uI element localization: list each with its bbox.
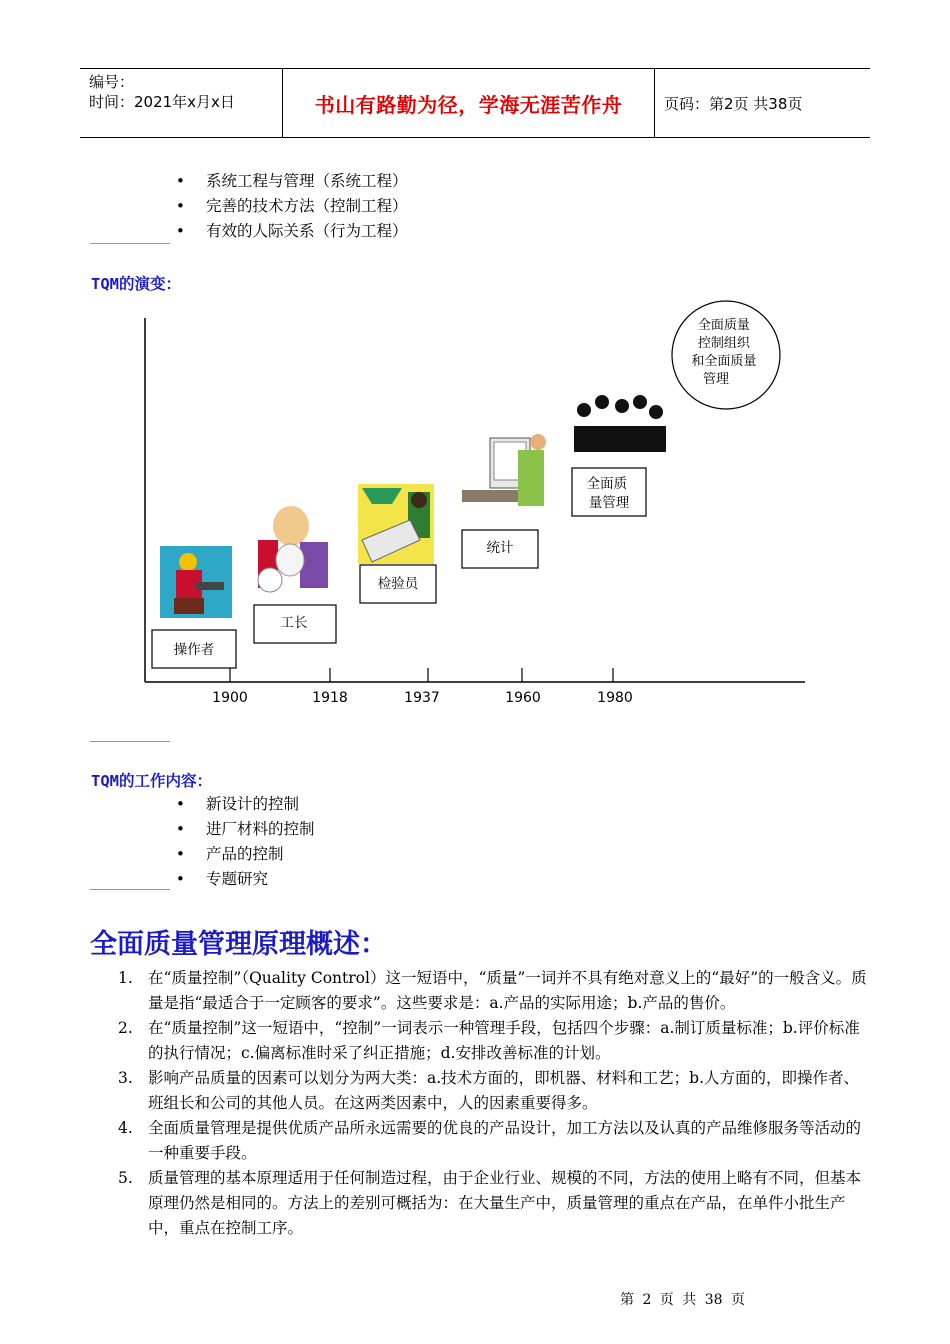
- list-item: • 系统工程与管理（系统工程）: [176, 169, 408, 194]
- foreman-illustration-icon: [252, 506, 330, 592]
- work-bullet-list: [176, 792, 315, 892]
- list-item: • 新设计的控制: [176, 792, 315, 817]
- list-item: • 有效的人际关系（行为工程）: [176, 219, 408, 244]
- year-label: 1900: [212, 690, 248, 706]
- year-label: 1960: [505, 690, 541, 706]
- meeting-illustration-icon: [574, 395, 666, 452]
- stage-tqm: 全面质 量管理: [586, 476, 630, 511]
- list-item: 5. 质量管理的基本原理适用于任何制造过程，由于企业行业、规模的不同，方法的使用上略有不同，但基本原理仍然是相同的。方法上的差别可概括为：在大量生产中，质量管理的重点在产品，在单件小批生产中，重点在控制工序。: [118, 1169, 862, 1237]
- list-item: • 进厂材料的控制: [176, 817, 315, 842]
- evolution-title: TQM的演变：: [91, 275, 181, 293]
- list-item: • 专题研究: [176, 867, 315, 892]
- year-label: 1937: [404, 690, 440, 706]
- tqm-evolution-diagram: [140, 300, 810, 720]
- time-label: 时间：2021年x月x日: [89, 93, 235, 111]
- list-item: 1. 在“质量控制”（Quality Control）这一短语中，“质量”一词并不具有绝对意义上的“最好”的一般含义。质量是指“最适合于一定顾客的要求”。这些要求是：a.产品的实际用途；b.产品的售价。: [118, 969, 867, 1012]
- list-item: 2. 在“质量控制”这一短语中，“控制”一词表示一种管理手段，包括四个步骤：a.制订质量标准；b.评价标准的执行情况；c.偏离标准时采了纠正措施；d.安排改善标准的计划。: [118, 1019, 860, 1062]
- stage-top: 全面质量 控制组织 和全面质量 管理: [691, 318, 757, 387]
- footnote-rule: [90, 741, 170, 742]
- footnote-rule: [90, 889, 170, 890]
- year-label: 1918: [312, 690, 348, 706]
- footnote-rule: [90, 243, 170, 244]
- operator-illustration-icon: [160, 546, 232, 618]
- intro-bullet-list: [176, 169, 408, 244]
- header-motto: 书山有路勤为径，学海无涯苦作舟: [283, 69, 655, 137]
- principles-title: 全面质量管理原理概述：: [90, 929, 387, 960]
- inspector-illustration-icon: [358, 484, 434, 564]
- year-label: 1980: [597, 690, 633, 706]
- header-meta: [80, 69, 283, 137]
- stage-operator: 操作者: [173, 642, 215, 658]
- page-header: [80, 68, 870, 138]
- stage-foreman: 工长: [280, 615, 308, 631]
- list-item: • 完善的技术方法（控制工程）: [176, 194, 408, 219]
- work-title: TQM的工作内容：: [91, 772, 212, 790]
- principles-list: [118, 966, 870, 1241]
- stage-statistics: 统计: [486, 540, 514, 556]
- list-item: 3. 影响产品质量的因素可以划分为两大类：a.技术方面的，即机器、材料和工艺；b.人方面的，即操作者、班组长和公司的其他人员。在这两类因素中，人的因素重要得多。: [118, 1069, 860, 1112]
- list-item: • 产品的控制: [176, 842, 315, 867]
- header-page-info: 页码：第2页 共38页: [664, 94, 803, 113]
- statistics-illustration-icon: [462, 434, 546, 506]
- stage-inspector: 检验员: [377, 576, 419, 592]
- list-item: 4. 全面质量管理是提供优质产品所永远需要的优良的产品设计，加工方法以及认真的产品维修服务等活动的一种重要手段。: [118, 1119, 862, 1162]
- page-footer: 第 2 页 共 38 页: [620, 1292, 745, 1308]
- number-label: 编号：: [89, 73, 135, 91]
